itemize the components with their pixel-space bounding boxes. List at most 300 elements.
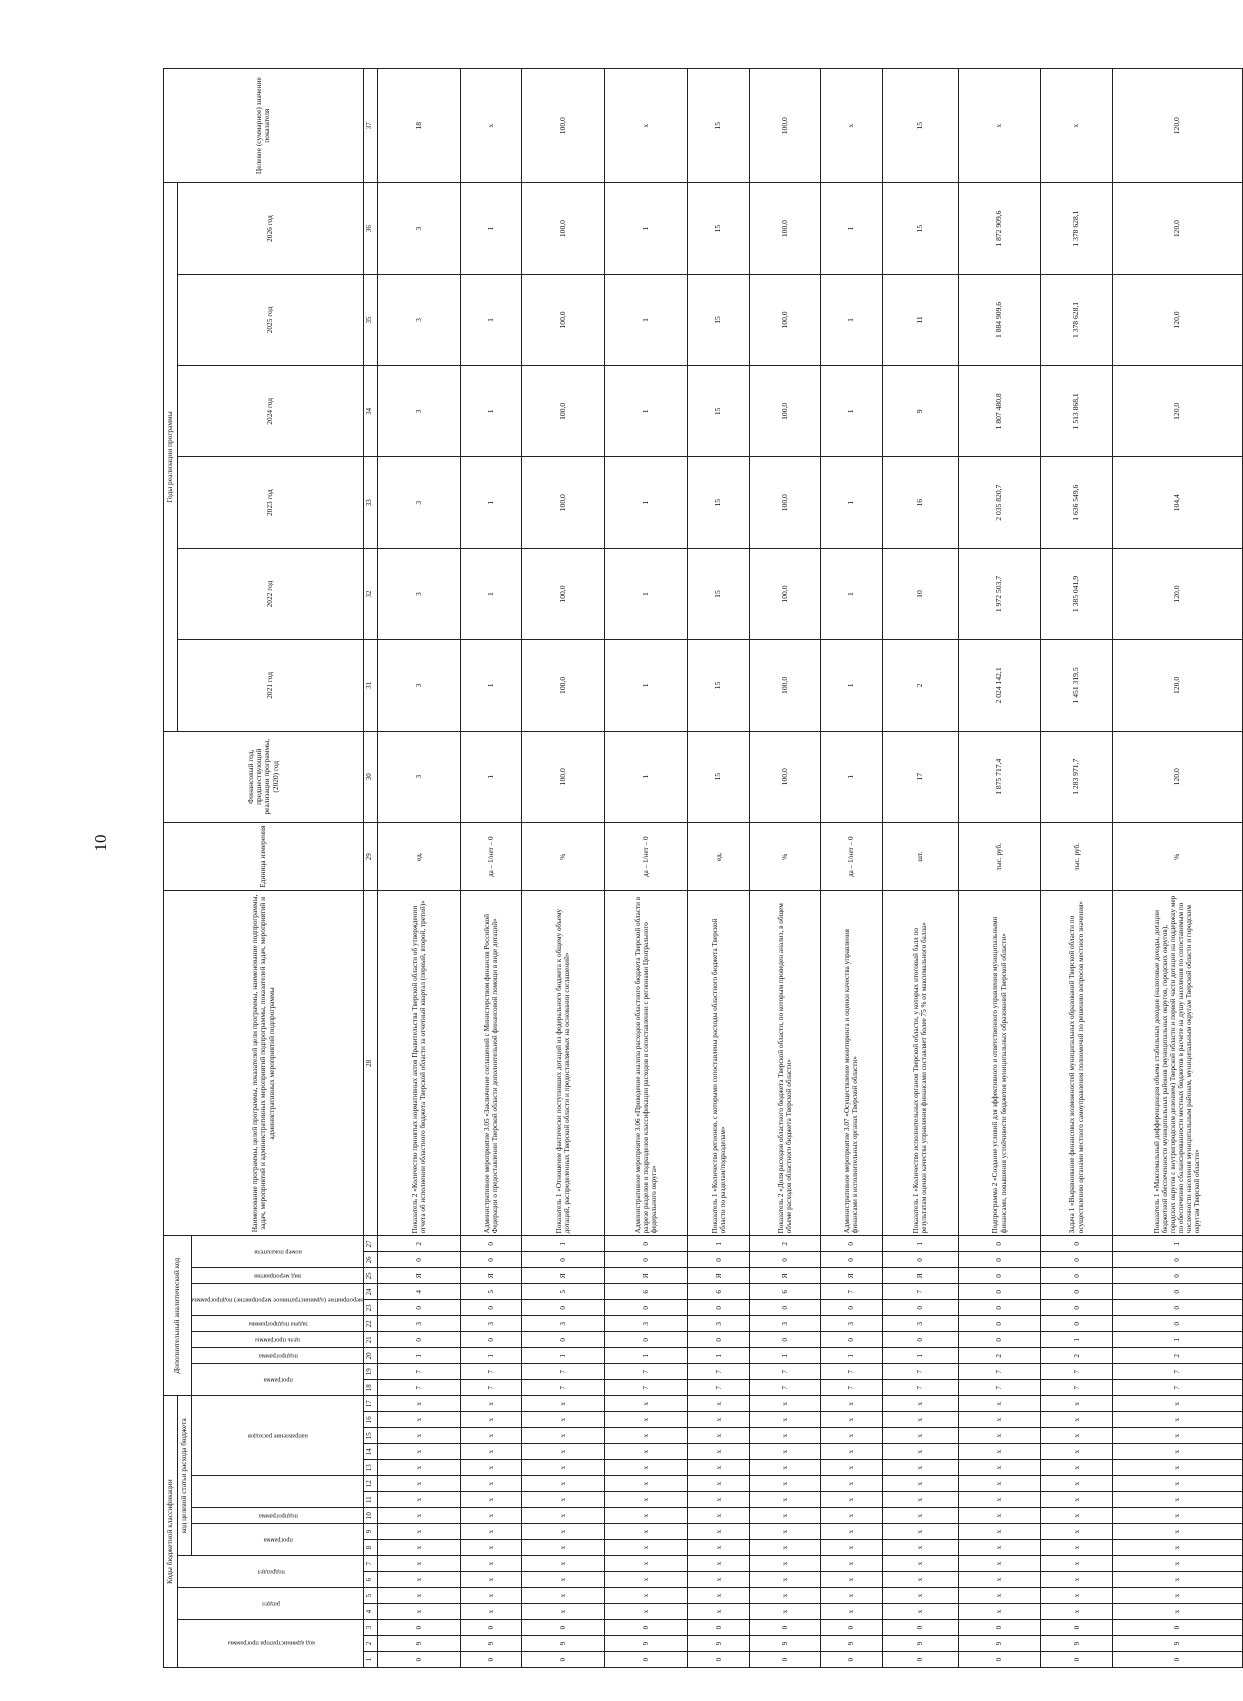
code-cell: x: [749, 1588, 820, 1604]
code-cell: 7: [1112, 1380, 1242, 1396]
row-unit: %: [749, 822, 820, 891]
year-value-cell: 1: [605, 274, 688, 365]
code-cell: x: [522, 1460, 605, 1476]
code-cell: 9: [460, 1636, 522, 1652]
year-value-cell: 1 385 041,9: [1041, 548, 1112, 639]
code-cell: 0: [522, 1252, 605, 1268]
code-cell: x: [605, 1524, 688, 1540]
row-unit: да – 1/нет – 0: [821, 822, 883, 891]
code-cell: 0: [821, 1300, 883, 1316]
code-cell: 1: [882, 1236, 958, 1252]
year-2022-header: 2022 год: [178, 548, 364, 639]
code-cell: 0: [377, 1652, 460, 1668]
code-cell: x: [1041, 1604, 1112, 1620]
year-value-cell: 100,0: [522, 366, 605, 457]
extra-code-header: Дополнительный аналитический код: [164, 1236, 192, 1396]
table-row: [821, 69, 883, 1668]
code-cell: x: [821, 1604, 883, 1620]
year-value-cell: 100,0: [749, 548, 820, 639]
table-row: [882, 69, 958, 1668]
column-number: 31: [363, 640, 377, 731]
code-cell: x: [605, 1444, 688, 1460]
row-unit: ед.: [688, 822, 750, 891]
code-cell: 9: [522, 1636, 605, 1652]
year-value-cell: 1: [821, 366, 883, 457]
code-cell: 0: [460, 1620, 522, 1636]
year-value-cell: 100,0: [522, 731, 605, 822]
code-cell: x: [605, 1604, 688, 1620]
code-cell: x: [605, 1476, 688, 1492]
code-cell: x: [958, 1556, 1041, 1572]
year-value-cell: 1: [460, 640, 522, 731]
column-number: 10: [363, 1508, 377, 1524]
code-cell: 7: [749, 1380, 820, 1396]
code-cell: x: [688, 1460, 750, 1476]
code-cell: 9: [1041, 1636, 1112, 1652]
code-cell: 0: [605, 1620, 688, 1636]
code-cell: x: [1112, 1492, 1242, 1508]
code-cell: x: [882, 1556, 958, 1572]
column-number: 24: [363, 1284, 377, 1300]
code-cell: x: [958, 1460, 1041, 1476]
code-cell: x: [821, 1444, 883, 1460]
code-cell: 0: [1112, 1284, 1242, 1300]
task-header: задача подпрограммы: [192, 1316, 364, 1332]
program-indicators-table: [163, 68, 1243, 1668]
code-cell: x: [688, 1572, 750, 1588]
code-cell: 0: [821, 1252, 883, 1268]
code-cell: 0: [882, 1300, 958, 1316]
code-cell: 5: [522, 1284, 605, 1300]
year-value-cell: 100,0: [749, 640, 820, 731]
code-cell: x: [958, 1396, 1041, 1412]
year-value-cell: 1: [605, 366, 688, 457]
code-cell: 7: [882, 1380, 958, 1396]
code-cell: x: [460, 1604, 522, 1620]
code-cell: x: [749, 1460, 820, 1476]
column-number: 11: [363, 1492, 377, 1508]
year-value-cell: 3: [377, 457, 460, 548]
code-cell: x: [749, 1508, 820, 1524]
code-cell: 7: [605, 1364, 688, 1380]
code-cell: 7: [1041, 1364, 1112, 1380]
code-cell: x: [1112, 1556, 1242, 1572]
code-cell: x: [377, 1588, 460, 1604]
code-cell: x: [688, 1556, 750, 1572]
year-value-cell: 100,0: [522, 548, 605, 639]
column-number: 15: [363, 1428, 377, 1444]
table-row: [377, 69, 460, 1668]
code-cell: 0: [958, 1236, 1041, 1252]
code-cell: 7: [821, 1364, 883, 1380]
code-cell: 0: [1041, 1652, 1112, 1668]
row-name: Задача 1 «Выравнивание финансовых возможностей муниципальных образований Тверской области по осуществлению органами местного самоуправления полномочий по решению вопросов местного значения»: [1041, 891, 1112, 1236]
code-cell: 5: [460, 1284, 522, 1300]
code-cell: x: [749, 1572, 820, 1588]
code-cell: 7: [958, 1364, 1041, 1380]
code-cell: 9: [688, 1636, 750, 1652]
year-value-cell: 100,0: [522, 457, 605, 548]
code-cell: 0: [882, 1620, 958, 1636]
code-cell: 0: [958, 1316, 1041, 1332]
code-cell: x: [749, 1540, 820, 1556]
code-cell: Я: [522, 1268, 605, 1284]
code-cell: 3: [605, 1316, 688, 1332]
target-value-cell: 15: [688, 69, 750, 183]
row-name: Административное мероприятие 3.07 «Осуществление мониторинга и оценки качества управления финансами в исполнительных органах Тверской области»: [821, 891, 883, 1236]
code-cell: 7: [821, 1380, 883, 1396]
code-cell: 0: [882, 1332, 958, 1348]
year-value-cell: 3: [377, 274, 460, 365]
name-header: Наименование программы, целей программы, показателей цели программы, наименование подпрограммы, задач, мероприятий и административных мероприятий подпрограммы, показателей задач, мероприятий и административных мероприятий подпрограммы: [164, 891, 364, 1236]
code-cell: x: [377, 1428, 460, 1444]
code-cell: 1: [749, 1348, 820, 1364]
code-cell: 2: [1041, 1348, 1112, 1364]
year-value-cell: 15: [688, 366, 750, 457]
code-cell: x: [688, 1492, 750, 1508]
year-value-cell: 17: [882, 731, 958, 822]
code-cell: x: [460, 1556, 522, 1572]
table-row: [749, 69, 820, 1668]
code-cell: x: [821, 1396, 883, 1412]
code-cell: 0: [460, 1252, 522, 1268]
code-cell: 0: [377, 1620, 460, 1636]
code-cell: 1: [1041, 1332, 1112, 1348]
code-cell: 2: [958, 1348, 1041, 1364]
row-name: Показатель 1 «Количество регионов, с которыми сопоставлены расходы областного бюджета Тверской области по разделам/подразделам»: [688, 891, 750, 1236]
code-cell: x: [1112, 1540, 1242, 1556]
column-number: 5: [363, 1588, 377, 1604]
code-cell: 0: [821, 1236, 883, 1252]
code-cell: 7: [882, 1364, 958, 1380]
code-cell: x: [1112, 1604, 1242, 1620]
row-unit: да – 1/нет – 0: [605, 822, 688, 891]
code-cell: 1: [460, 1348, 522, 1364]
column-number: 35: [363, 274, 377, 365]
target-value-cell: x: [821, 69, 883, 183]
code-cell: x: [882, 1604, 958, 1620]
column-number: 30: [363, 731, 377, 822]
code-cell: 0: [688, 1620, 750, 1636]
code-cell: 3: [821, 1316, 883, 1332]
code-cell: 0: [377, 1252, 460, 1268]
code-cell: x: [460, 1396, 522, 1412]
code-cell: x: [1041, 1460, 1112, 1476]
code-cell: 0: [1112, 1652, 1242, 1668]
code-cell: x: [821, 1460, 883, 1476]
table-row: [688, 69, 750, 1668]
year-2024-header: 2024 год: [178, 366, 364, 457]
year-value-cell: 1: [460, 457, 522, 548]
year-value-cell: 15: [882, 183, 958, 274]
code-cell: 9: [749, 1636, 820, 1652]
row-name: Административное мероприятие 3.06 «Проведение анализа расходов областного бюджета Тверской области в разрезе разделов и подразделов классификации расходов в сопоставлении с регионами Центрального федерального округа»: [605, 891, 688, 1236]
row-unit: %: [1112, 822, 1242, 891]
code-cell: 0: [958, 1252, 1041, 1268]
code-cell: x: [522, 1508, 605, 1524]
code-cell: 0: [958, 1284, 1041, 1300]
code-cell: x: [821, 1572, 883, 1588]
code-cell: x: [605, 1428, 688, 1444]
code-cell: 0: [688, 1332, 750, 1348]
column-number: 33: [363, 457, 377, 548]
row-name: Административное мероприятие 3.05 «Заключение соглашений с Министерством финансов Российской Федерации о предоставлении Тверской области дополнительной финансовой помощи в виде дотаций»: [460, 891, 522, 1236]
year-value-cell: 1 807 480,8: [958, 366, 1041, 457]
column-number: 18: [363, 1380, 377, 1396]
code-cell: 0: [1112, 1252, 1242, 1268]
code-cell: Я: [882, 1268, 958, 1284]
code-cell: x: [460, 1588, 522, 1604]
year-value-cell: 1 636 549,6: [1041, 457, 1112, 548]
code-cell: 0: [605, 1236, 688, 1252]
code-cell: 0: [1041, 1316, 1112, 1332]
year-value-cell: 1: [460, 731, 522, 822]
code-cell: 0: [749, 1620, 820, 1636]
code-cell: x: [688, 1508, 750, 1524]
code-cell: 0: [1112, 1268, 1242, 1284]
code-cell: x: [377, 1444, 460, 1460]
year-value-cell: 1: [460, 183, 522, 274]
year-value-cell: 100,0: [522, 183, 605, 274]
year-value-cell: 1 884 909,6: [958, 274, 1041, 365]
code-cell: 0: [749, 1300, 820, 1316]
year-value-cell: 120,0: [1112, 366, 1242, 457]
code-cell: 1: [821, 1348, 883, 1364]
code-cell: x: [1112, 1572, 1242, 1588]
code-cell: x: [1041, 1492, 1112, 1508]
code-cell: Я: [377, 1268, 460, 1284]
admin-code-header: код администратора программы: [178, 1620, 364, 1668]
code-cell: Я: [749, 1268, 820, 1284]
code-cell: x: [958, 1508, 1041, 1524]
code-cell: x: [688, 1524, 750, 1540]
code-cell: Я: [605, 1268, 688, 1284]
code-cell: 0: [377, 1300, 460, 1316]
code-cell: x: [688, 1604, 750, 1620]
code-cell: 7: [460, 1364, 522, 1380]
year-value-cell: 2: [882, 640, 958, 731]
year-2026-header: 2026 год: [178, 183, 364, 274]
code-cell: 1: [688, 1348, 750, 1364]
code-cell: x: [522, 1412, 605, 1428]
column-number: 13: [363, 1460, 377, 1476]
code-cell: x: [522, 1572, 605, 1588]
code-cell: x: [1112, 1524, 1242, 1540]
code-cell: x: [605, 1396, 688, 1412]
column-number: 7: [363, 1556, 377, 1572]
base-year-header: Финансовый год, предшествующий реализации программы, (2020) год: [164, 731, 364, 822]
code-cell: x: [749, 1604, 820, 1620]
code-cell: x: [377, 1412, 460, 1428]
code-cell: 2: [749, 1236, 820, 1252]
code-cell: 3: [749, 1316, 820, 1332]
code-cell: 0: [821, 1332, 883, 1348]
target-value-cell: 18: [377, 69, 460, 183]
rotated-table-page: [163, 68, 1243, 1668]
code-cell: 0: [1041, 1236, 1112, 1252]
year-value-cell: 1: [605, 548, 688, 639]
year-value-cell: 1: [460, 548, 522, 639]
code-cell: 0: [958, 1268, 1041, 1284]
table-row: [605, 69, 688, 1668]
table-row: [1112, 69, 1242, 1668]
row-unit: шт.: [882, 822, 958, 891]
code-cell: 9: [958, 1636, 1041, 1652]
code-cell: x: [882, 1412, 958, 1428]
direction-filler-header: [192, 1476, 364, 1508]
code-cell: x: [958, 1476, 1041, 1492]
code-cell: x: [1112, 1588, 1242, 1604]
column-number: 9: [363, 1524, 377, 1540]
direction-header: направление расходов: [192, 1396, 364, 1476]
year-value-cell: 1: [605, 457, 688, 548]
code-cell: Я: [821, 1268, 883, 1284]
code-cell: x: [377, 1540, 460, 1556]
table-row: [1041, 69, 1112, 1668]
code-cell: x: [1041, 1508, 1112, 1524]
code-cell: x: [522, 1444, 605, 1460]
code-cell: 0: [460, 1300, 522, 1316]
code-cell: 7: [821, 1284, 883, 1300]
code-cell: x: [377, 1460, 460, 1476]
code-cell: x: [522, 1604, 605, 1620]
code-cell: 9: [821, 1636, 883, 1652]
year-value-cell: 1: [821, 183, 883, 274]
year-value-cell: 11: [882, 274, 958, 365]
code-cell: x: [522, 1556, 605, 1572]
code-cell: 0: [522, 1620, 605, 1636]
year-value-cell: 2 024 142,1: [958, 640, 1041, 731]
code-cell: 7: [460, 1380, 522, 1396]
code-cell: x: [821, 1556, 883, 1572]
code-cell: 0: [522, 1300, 605, 1316]
code-cell: x: [749, 1444, 820, 1460]
page-number: 10: [91, 834, 110, 852]
column-number: 28: [363, 891, 377, 1236]
code-cell: x: [377, 1492, 460, 1508]
code-cell: x: [882, 1572, 958, 1588]
column-number: 6: [363, 1572, 377, 1588]
code-cell: x: [821, 1492, 883, 1508]
column-number: 16: [363, 1412, 377, 1428]
code-cell: x: [688, 1476, 750, 1492]
year-value-cell: 1: [605, 640, 688, 731]
column-number: 8: [363, 1540, 377, 1556]
year-value-cell: 3: [377, 548, 460, 639]
code-cell: 7: [522, 1380, 605, 1396]
code-cell: x: [377, 1508, 460, 1524]
code-cell: x: [460, 1476, 522, 1492]
code-cell: 0: [460, 1236, 522, 1252]
code-cell: x: [688, 1588, 750, 1604]
target-value-cell: x: [1041, 69, 1112, 183]
code-cell: x: [958, 1540, 1041, 1556]
year-value-cell: 2 035 820,7: [958, 457, 1041, 548]
code-cell: x: [460, 1412, 522, 1428]
subprogram2-header: подпрограмма: [192, 1348, 364, 1364]
row-name: Показатель 2 «Доля расходов областного бюджета Тверской области, по которым проведен анализ, в общем объеме расходов областного бюджета Тверской области»: [749, 891, 820, 1236]
code-cell: x: [460, 1540, 522, 1556]
row-unit: тыс. руб.: [958, 822, 1041, 891]
code-cell: x: [749, 1524, 820, 1540]
code-cell: x: [460, 1460, 522, 1476]
row-name: Показатель 1 «Максимальный дифференциация объема стабильных доходов (налоговые доходы, дотации бюджетной обеспеченности муниципальных районов (муниципальных округов, городских округов), городских округов с внутригородским делением) Тверской области и первой части дотации на поддержку мер по обеспечению сбалансированности местных бюджетов в расчете на душу населения по сопоставимым по численности населения муниципальным районам, муниципальным округам Тверской области и городским округам Тверской области»: [1112, 891, 1242, 1236]
code-cell: 3: [882, 1316, 958, 1332]
year-value-cell: 3: [377, 640, 460, 731]
target-value-cell: x: [958, 69, 1041, 183]
code-cell: 0: [1041, 1620, 1112, 1636]
code-cell: 1: [1112, 1332, 1242, 1348]
code-cell: 0: [749, 1252, 820, 1268]
code-cell: 6: [605, 1284, 688, 1300]
code-cell: 9: [882, 1636, 958, 1652]
code-cell: 1: [1112, 1236, 1242, 1252]
year-value-cell: 120,0: [1112, 731, 1242, 822]
code-cell: 0: [749, 1332, 820, 1348]
podrazdel-header: подраздел: [178, 1556, 364, 1588]
row-name: Показатель 1 «Количество исполнительных органов Тверской области, у которых итоговый балл по результатам оценки качества управления финансами составляет более 75 % от максимального балла»: [882, 891, 958, 1236]
code-cell: x: [688, 1428, 750, 1444]
code-cell: 7: [605, 1380, 688, 1396]
year-value-cell: 1 872 909,6: [958, 183, 1041, 274]
code-cell: x: [1112, 1428, 1242, 1444]
column-number: 4: [363, 1604, 377, 1620]
code-cell: 0: [882, 1252, 958, 1268]
code-cell: x: [1041, 1412, 1112, 1428]
code-cell: 0: [958, 1652, 1041, 1668]
code-cell: x: [1112, 1476, 1242, 1492]
year-value-cell: 15: [688, 640, 750, 731]
code-cell: x: [522, 1428, 605, 1444]
code-cell: 9: [1112, 1636, 1242, 1652]
year-value-cell: 1: [821, 731, 883, 822]
subprogram-header: подпрограмма: [192, 1508, 364, 1524]
year-value-cell: 15: [688, 548, 750, 639]
indicator-num-header: номер показателя: [192, 1236, 364, 1268]
year-value-cell: 15: [688, 183, 750, 274]
code-cell: x: [749, 1412, 820, 1428]
target-value-cell: 15: [882, 69, 958, 183]
code-cell: 0: [460, 1332, 522, 1348]
code-cell: 0: [821, 1620, 883, 1636]
column-number: 29: [363, 822, 377, 891]
year-value-cell: 1 378 628,1: [1041, 183, 1112, 274]
year-value-cell: 1: [605, 183, 688, 274]
code-cell: 0: [958, 1332, 1041, 1348]
code-cell: x: [882, 1524, 958, 1540]
year-value-cell: 1: [460, 366, 522, 457]
code-cell: 7: [1112, 1364, 1242, 1380]
code-cell: x: [958, 1524, 1041, 1540]
table-row: [522, 69, 605, 1668]
year-value-cell: 100,0: [522, 274, 605, 365]
code-cell: 3: [688, 1316, 750, 1332]
row-name: Показатель 2 «Количество принятых нормативных актов Правительства Тверской области об утверждении отчета об исполнении областного бюджета Тверской области за отчетный квартал (первый, второй, третий)»: [377, 891, 460, 1236]
code-cell: x: [882, 1460, 958, 1476]
row-name: Показатель 1 «Отношение фактически поступивших дотаций из федерального бюджета к общему объему дотаций, распределенных Тверской области и предоставляемых на основании соглашений»: [522, 891, 605, 1236]
year-value-cell: 9: [882, 366, 958, 457]
code-cell: x: [882, 1492, 958, 1508]
year-value-cell: 100,0: [749, 183, 820, 274]
years-header: Годы реализации программы: [164, 183, 178, 731]
code-cell: 3: [377, 1316, 460, 1332]
code-cell: 0: [1112, 1620, 1242, 1636]
year-value-cell: 120,0: [1112, 183, 1242, 274]
code-cell: 0: [377, 1332, 460, 1348]
code-cell: 0: [605, 1252, 688, 1268]
code-cell: x: [688, 1412, 750, 1428]
code-cell: x: [1041, 1556, 1112, 1572]
